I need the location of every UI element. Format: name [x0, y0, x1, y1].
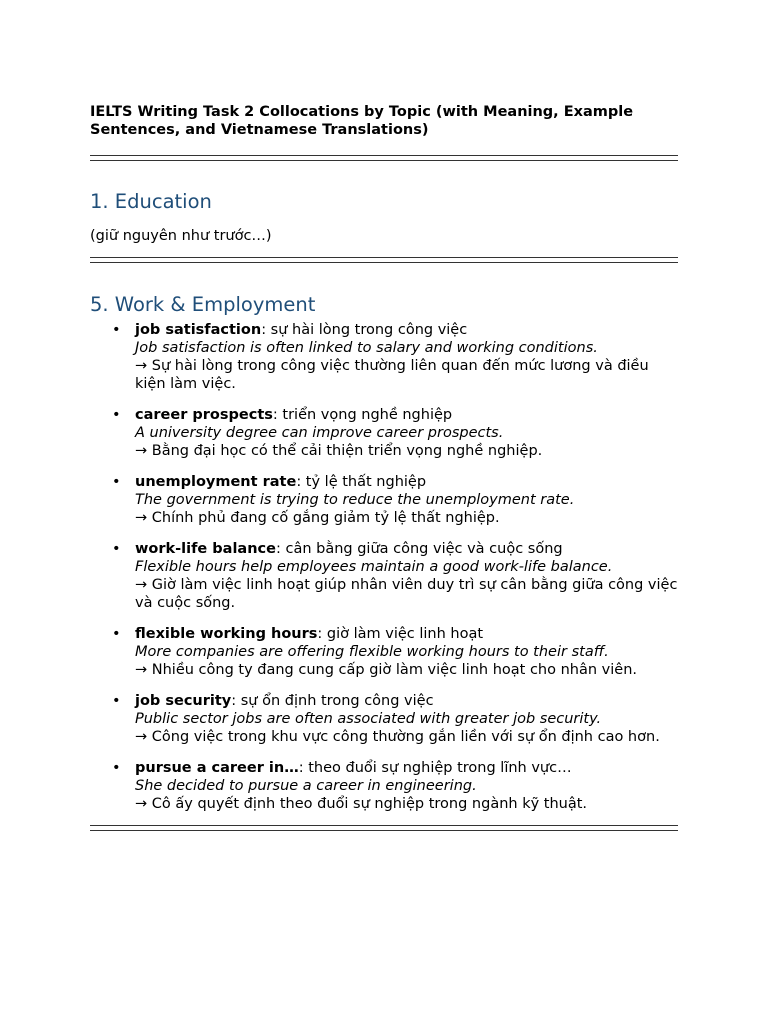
- vietnamese-translation: → Giờ làm việc linh hoạt giúp nhân viên duy trì sự cân bằng giữa công việc và cuộc sống.: [135, 577, 678, 611]
- collocation-term: unemployment rate: [135, 474, 297, 490]
- vietnamese-translation: → Nhiều công ty đang cung cấp giờ làm việc linh hoạt cho nhân viên.: [135, 662, 637, 678]
- collocation-item: [90, 759, 678, 813]
- bullet-icon: •: [112, 541, 121, 557]
- bullet-icon: •: [112, 407, 121, 423]
- vietnamese-translation: → Công việc trong khu vực công thường gắn liền với sự ổn định cao hơn.: [135, 729, 660, 745]
- collocation-term: career prospects: [135, 407, 273, 423]
- collocation-term: flexible working hours: [135, 626, 318, 642]
- vietnamese-translation: → Bằng đại học có thể cải thiện triển vọng nghề nghiệp.: [135, 443, 543, 459]
- collocation-item: [90, 473, 678, 527]
- collocation-meaning: : sự hài lòng trong công việc: [261, 322, 468, 338]
- collocation-item: [90, 321, 678, 393]
- bullet-icon: •: [112, 474, 121, 490]
- collocation-meaning: : giờ làm việc linh hoạt: [317, 626, 484, 642]
- collocation-term: work-life balance: [135, 541, 276, 557]
- example-sentence: Flexible hours help employees maintain a good work-life balance.: [135, 559, 613, 575]
- vietnamese-translation: → Cô ấy quyết định theo đuổi sự nghiệp trong ngành kỹ thuật.: [135, 796, 588, 812]
- document-title: IELTS Writing Task 2 Collocations by Topic (with Meaning, Example Sentences, and Vietnamese Translations): [90, 104, 634, 138]
- example-sentence: More companies are offering flexible working hours to their staff.: [135, 644, 609, 660]
- vietnamese-translation: → Sự hài lòng trong công việc thường liên quan đến mức lương và điều kiện làm việc.: [135, 358, 649, 392]
- bullet-icon: •: [112, 322, 121, 338]
- collocation-meaning: : sự ổn định trong công việc: [231, 693, 434, 709]
- section-note: (giữ nguyên như trước…): [90, 228, 272, 244]
- bullet-icon: •: [112, 626, 121, 642]
- section-heading-education: 1. Education: [90, 190, 212, 213]
- double-rule-divider: [90, 825, 678, 831]
- collocation-term: pursue a career in…: [135, 760, 299, 776]
- collocation-meaning: : theo đuổi sự nghiệp trong lĩnh vực…: [298, 760, 572, 776]
- bullet-icon: •: [112, 693, 121, 709]
- section-heading-work-employment: 5. Work & Employment: [90, 293, 316, 316]
- vietnamese-translation: → Chính phủ đang cố gắng giảm tỷ lệ thất nghiệp.: [135, 510, 500, 526]
- example-sentence: Job satisfaction is often linked to salary and working conditions.: [135, 340, 598, 356]
- collocation-meaning: : tỷ lệ thất nghiệp: [296, 474, 427, 490]
- collocation-term: job satisfaction: [135, 322, 262, 338]
- collocation-item: [90, 625, 678, 679]
- example-sentence: Public sector jobs are often associated with greater job security.: [135, 711, 602, 727]
- collocation-item: [90, 692, 678, 746]
- document-content: [90, 103, 678, 831]
- collocation-item: [90, 540, 678, 612]
- example-sentence: The government is trying to reduce the unemployment rate.: [135, 492, 575, 508]
- example-sentence: A university degree can improve career prospects.: [135, 425, 504, 441]
- collocation-meaning: : triển vọng nghề nghiệp: [272, 407, 453, 423]
- collocation-meaning: : cân bằng giữa công việc và cuộc sống: [275, 541, 563, 557]
- collocation-item: [90, 406, 678, 460]
- example-sentence: She decided to pursue a career in engineering.: [135, 778, 477, 794]
- collocation-term: job security: [135, 693, 232, 709]
- double-rule-divider: [90, 257, 678, 263]
- double-rule-divider: [90, 155, 678, 161]
- bullet-icon: •: [112, 760, 121, 776]
- collocation-list: [90, 321, 678, 813]
